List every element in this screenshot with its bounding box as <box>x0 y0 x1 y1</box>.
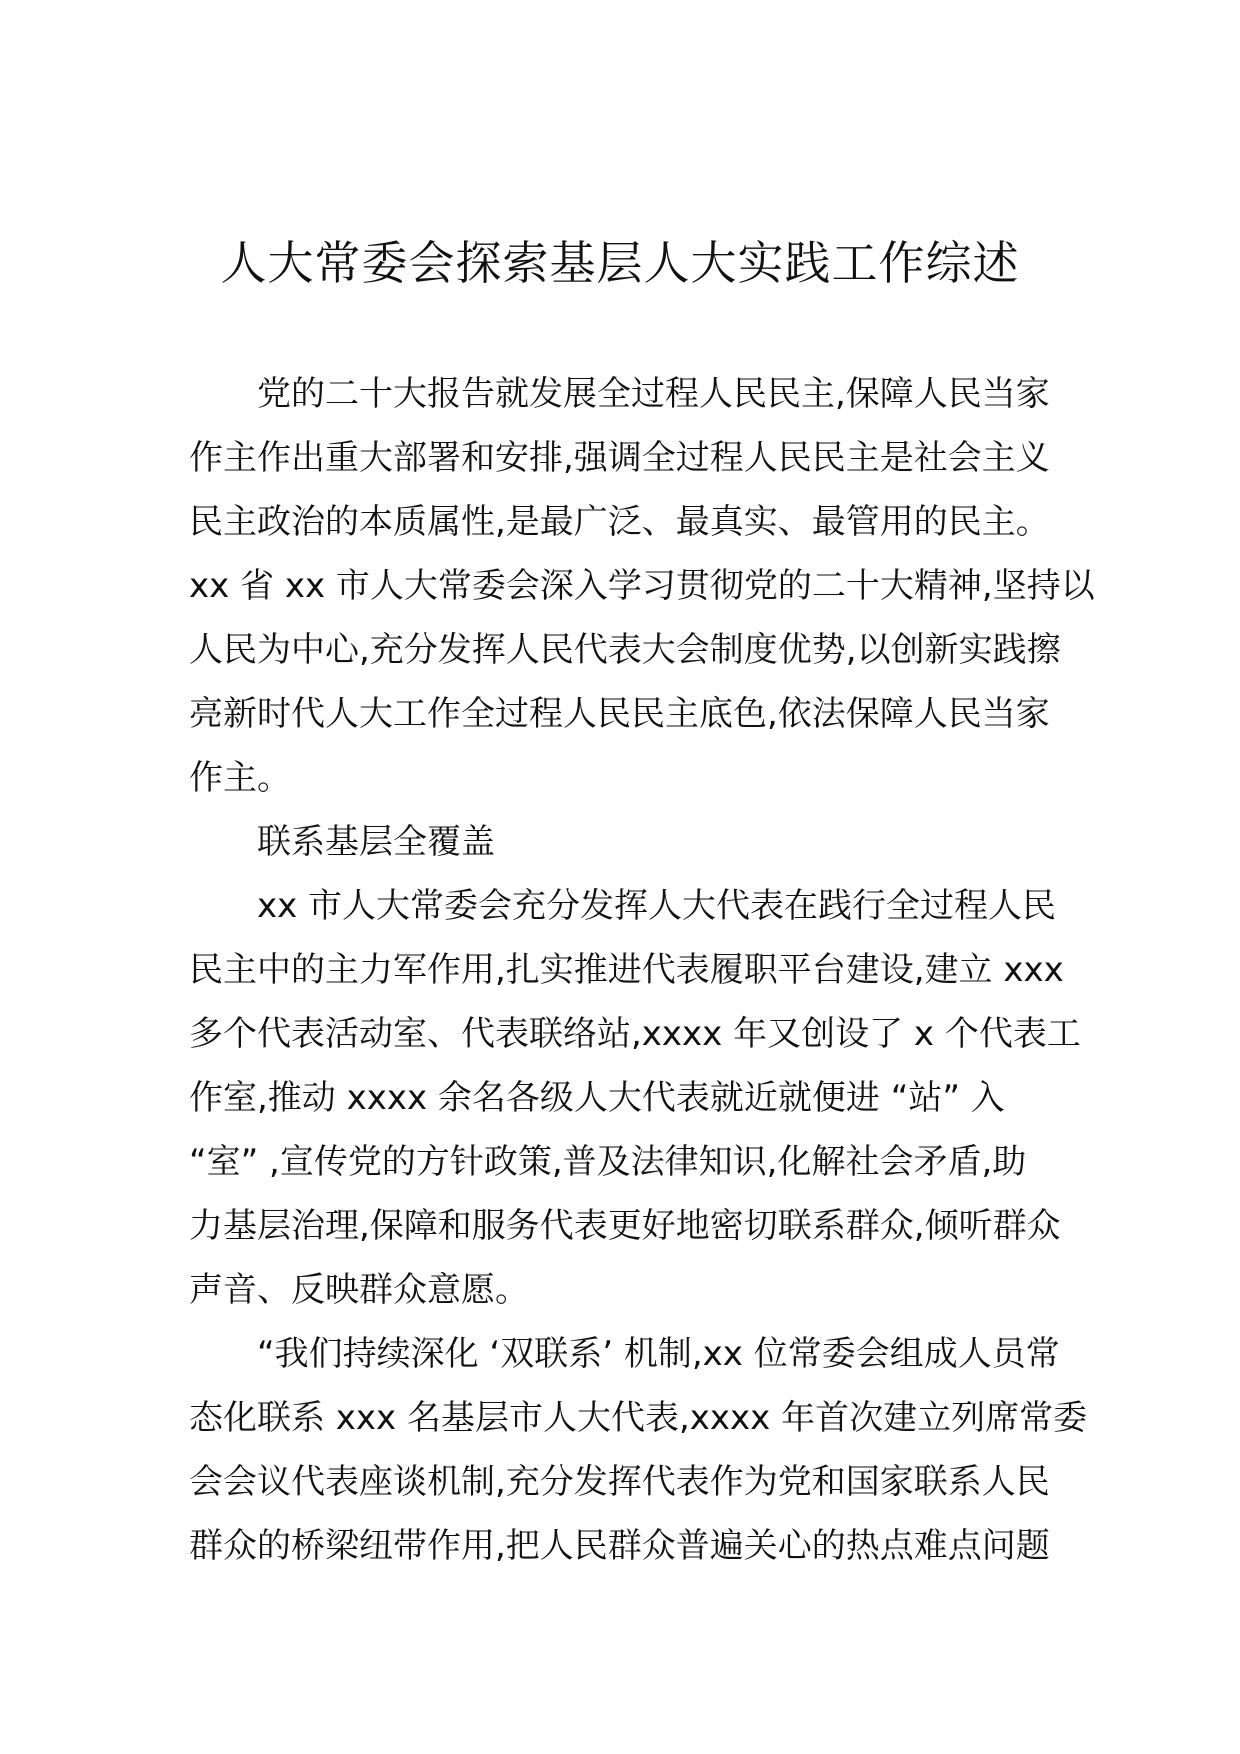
text-line: 亮新时代人大工作全过程人民民主底色,依法保障人民当家 <box>189 694 1050 734</box>
text-line: 作室,推动 xxxx 余名各级人大代表就近就便进 “站” 入 <box>189 1078 1005 1118</box>
text-line: 党的二十大报告就发展全过程人民民主,保障人民当家 <box>257 374 1050 414</box>
document-title: 人大常委会探索基层人大实践工作综述 <box>220 236 1020 290</box>
text-line: 民主政治的本质属性,是最广泛、最真实、最管用的民主。 <box>189 502 1050 542</box>
text-line: 会会议代表座谈机制,充分发挥代表作为党和国家联系人民 <box>189 1462 1050 1502</box>
text-line: 群众的桥梁纽带作用,把人民群众普遍关心的热点难点问题 <box>189 1526 1050 1566</box>
text-line: 态化联系 xxx 名基层市人大代表,xxxx 年首次建立列席常委 <box>189 1398 1088 1438</box>
text-line: “我们持续深化 ‘双联系’ 机制,xx 位常委会组成人员常 <box>257 1334 1060 1374</box>
text-line: 联系基层全覆盖 <box>257 822 495 862</box>
text-line: 作主作出重大部署和安排,强调全过程人民民主是社会主义 <box>189 438 1050 478</box>
text-line: xx 市人大常委会充分发挥人大代表在践行全过程人民 <box>257 886 1057 926</box>
text-line: 人民为中心,充分发挥人民代表大会制度优势,以创新实践擦 <box>189 630 1061 670</box>
document-body <box>189 362 1095 1578</box>
text-line: “室” ,宣传党的方针政策,普及法律知识,化解社会矛盾,助 <box>189 1142 1027 1182</box>
text-line: xx 省 xx 市人大常委会深入学习贯彻党的二十大精神,坚持以 <box>189 566 1095 606</box>
text-line: 声音、反映群众意愿。 <box>189 1270 529 1310</box>
text-line: 作主。 <box>189 758 291 798</box>
text-line: 多个代表活动室、代表联络站,xxxx 年又创设了 x 个代表工 <box>189 1014 1081 1054</box>
text-line: 力基层治理,保障和服务代表更好地密切联系群众,倾听群众 <box>189 1206 1061 1246</box>
text-line: 民主中的主力军作用,扎实推进代表履职平台建设,建立 xxx <box>189 950 1064 990</box>
